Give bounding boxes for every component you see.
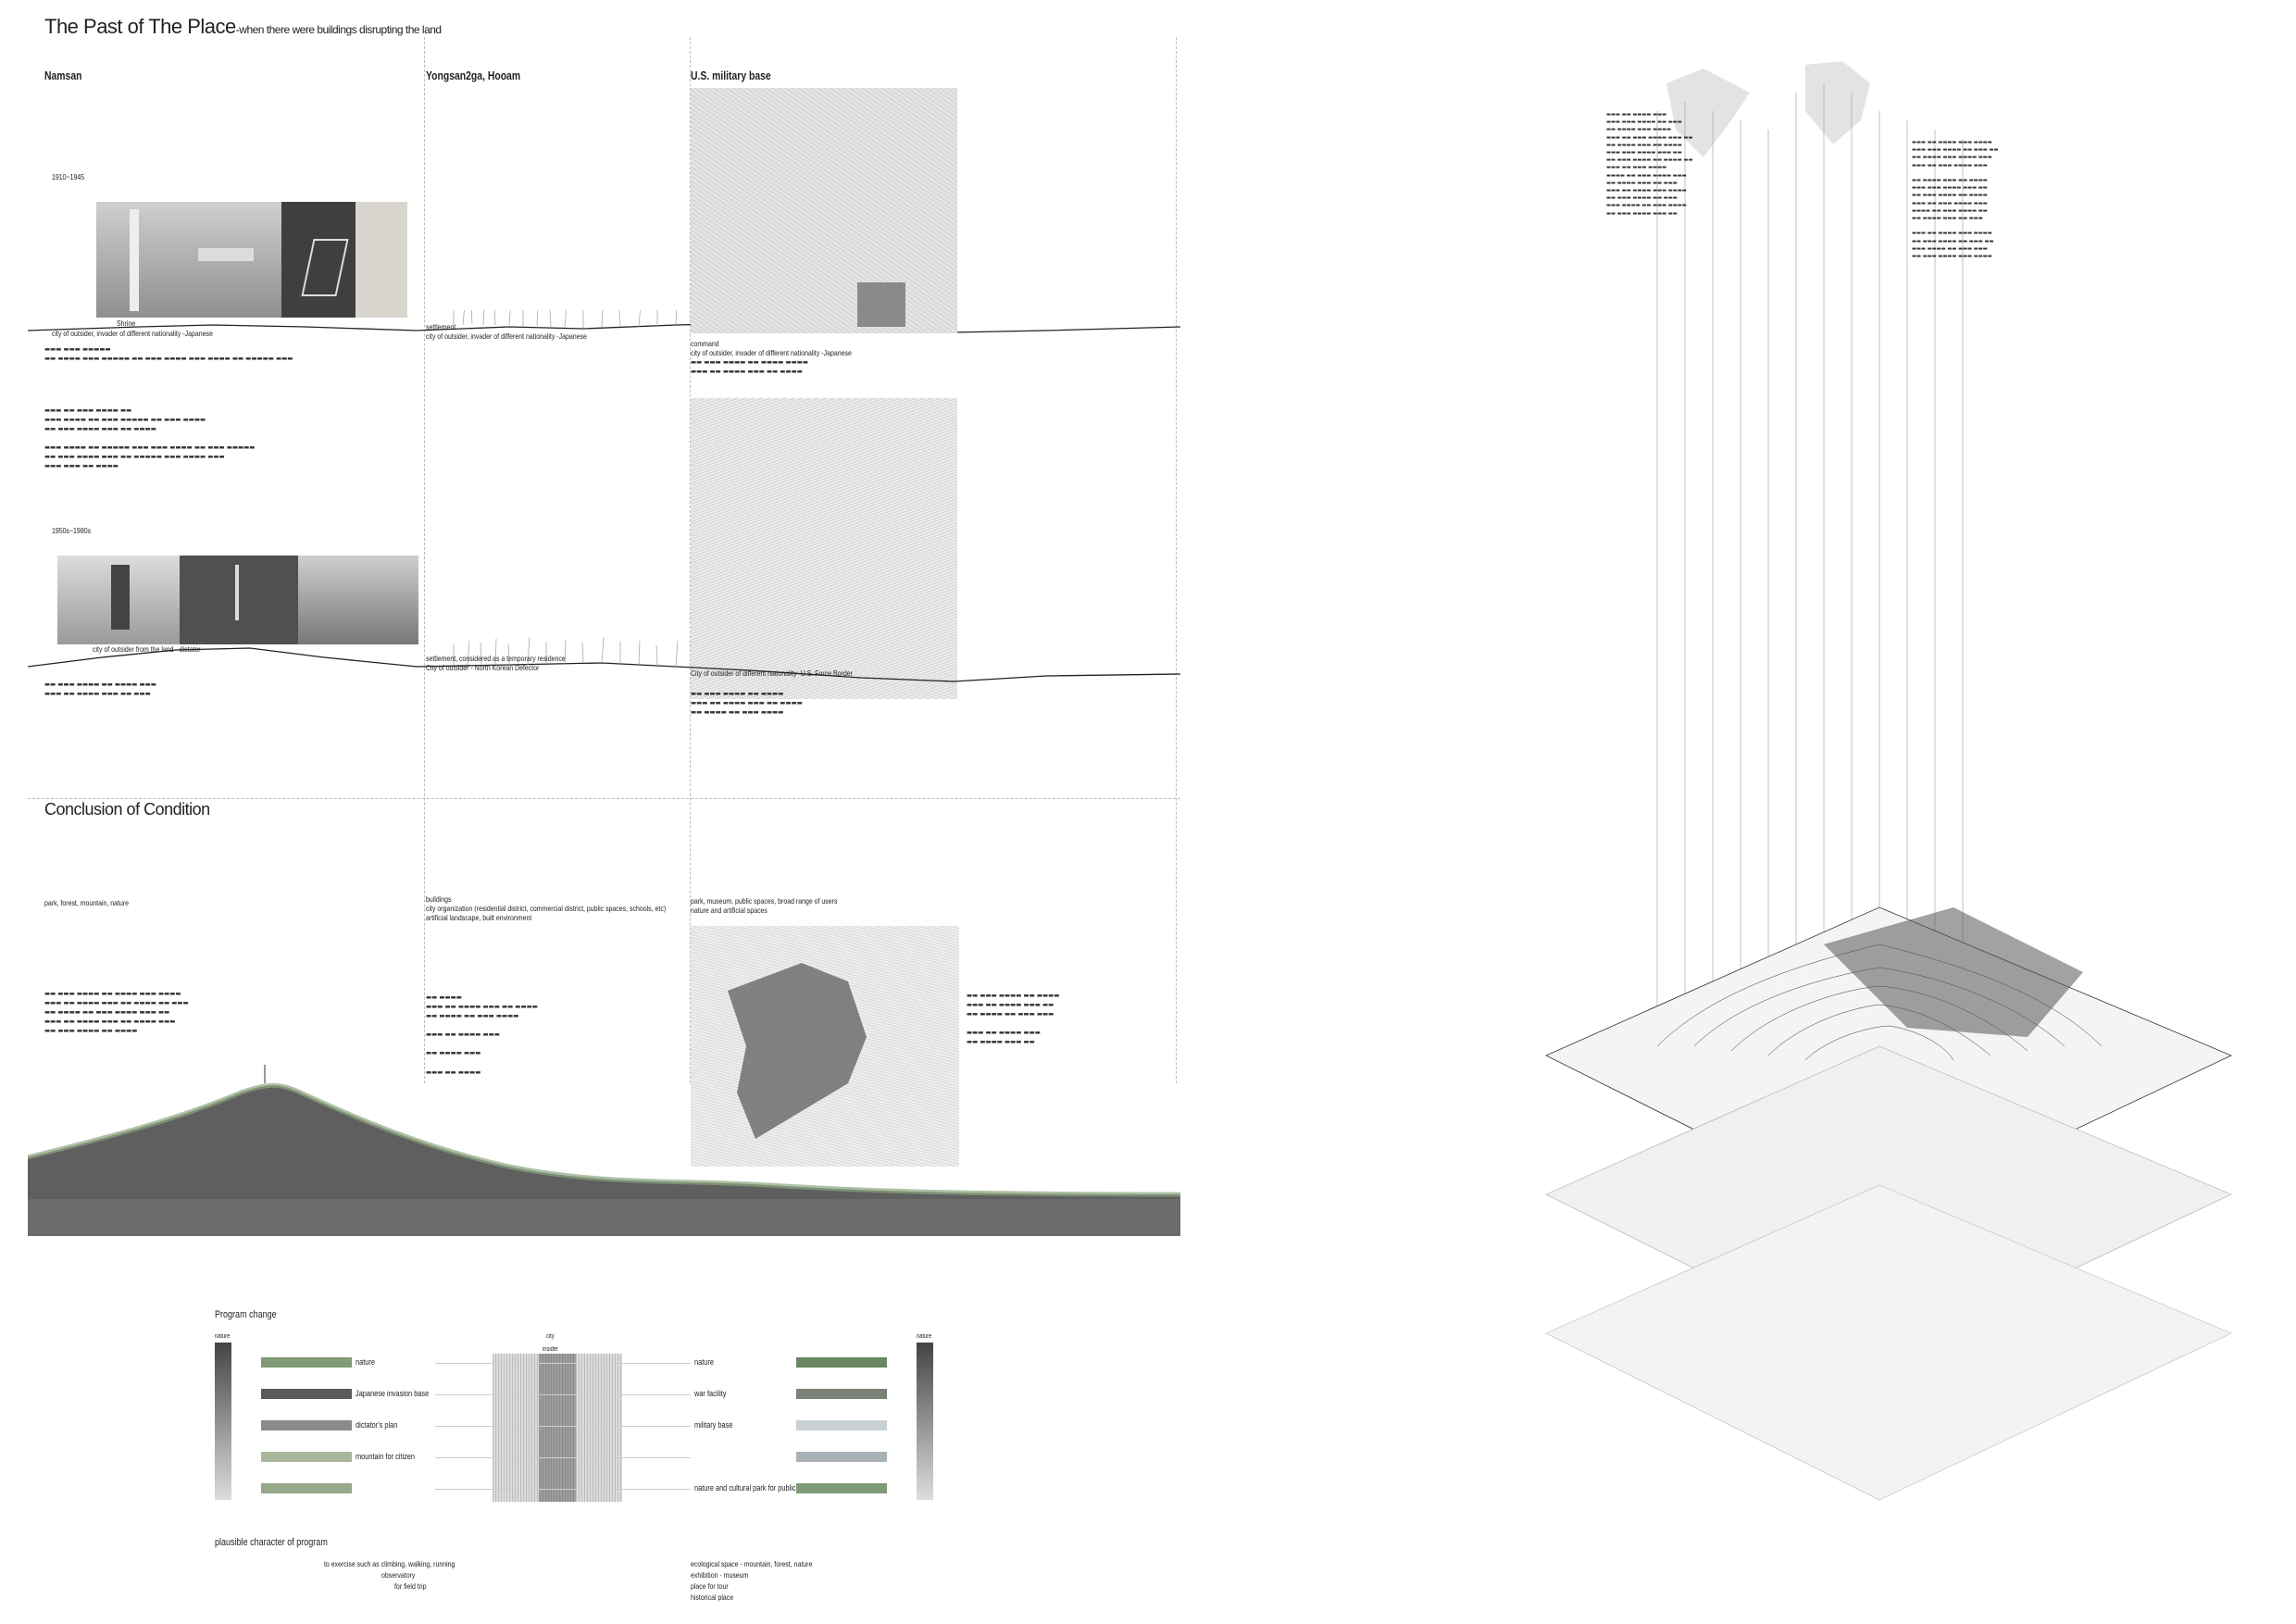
program-label-left: mountain for citizen [356, 1452, 415, 1461]
conclusion-col3-b: nature and artificial spaces [691, 906, 767, 915]
program-bar-left [261, 1389, 352, 1399]
plausible-right-0: ecological space - mountain, forest, nature [691, 1559, 813, 1568]
text-block: ▬▬▬ ▬▬ ▬▬▬ ▬▬▬▬ ▬▬ ▬▬▬ ▬▬▬▬ ▬▬ ▬▬▬ ▬▬▬▬▬ ▬▬ ▬▬▬ ▬▬▬▬ ▬▬ ▬▬▬ ▬▬▬▬ ▬▬▬ ▬▬ ▬▬▬▬ ▬▬▬ ▬▬▬▬ ▬▬ ▬▬▬▬▬ ▬▬▬ ▬▬▬ ▬▬▬▬ ▬▬ ▬▬▬ ▬▬▬▬▬ ▬▬ ▬▬▬ ▬▬▬▬ ▬▬▬ ▬▬ ▬▬▬▬▬ ▬▬▬ ▬▬▬▬ ▬▬▬ ▬▬▬ ▬▬▬ ▬▬ ▬▬▬▬ [44, 406, 256, 470]
program-label-left: Japanese invasion base [356, 1389, 430, 1398]
program-bar-left [261, 1452, 352, 1462]
program-connector [435, 1457, 691, 1458]
program-connector [435, 1394, 691, 1395]
conclusion-title: Conclusion of Condition [44, 800, 210, 818]
caption-yongsan-p1-a: settlement [426, 322, 456, 331]
caption-yongsan-p1-b: city of outsider, invader of different nationality -Japanese [426, 331, 587, 341]
program-bar-right [796, 1389, 887, 1399]
nature-gradient-left [215, 1343, 231, 1500]
plausible-title: plausible character of program [215, 1537, 328, 1548]
program-label-right: nature [694, 1357, 714, 1367]
text-block: ▬▬ ▬▬▬ ▬▬▬▬ ▬▬ ▬▬▬▬ ▬▬▬▬ ▬▬▬ ▬▬ ▬▬▬▬ ▬▬▬ ▬▬ ▬▬▬▬ [691, 358, 809, 376]
caption-namsan-p2: city of outsider from the land - dictator [93, 644, 201, 654]
column-divider [424, 37, 425, 1083]
program-bar-left [261, 1483, 352, 1493]
text-block: ▬▬ ▬▬▬ ▬▬▬▬ ▬▬ ▬▬▬▬ ▬▬▬ ▬▬▬ ▬▬ ▬▬▬▬ ▬▬▬ ▬▬ ▬▬▬ [44, 681, 156, 698]
period-label: 1950s~1980s [52, 526, 92, 535]
conclusion-col2-c: artificial landscape, built environment [426, 913, 532, 922]
program-bar-right [796, 1483, 887, 1493]
column-head-military: U.S. military base [691, 69, 771, 82]
program-label-left: dictator's plan [356, 1420, 398, 1430]
program-label-right: military base [694, 1420, 733, 1430]
text-block: ▬▬ ▬▬▬ ▬▬▬▬ ▬▬ ▬▬▬▬ ▬▬▬ ▬▬ ▬▬▬▬ ▬▬▬ ▬▬ ▬▬▬▬ ▬▬ ▬▬▬▬ ▬▬ ▬▬▬ ▬▬▬▬ [691, 690, 803, 717]
program-bar-right [796, 1420, 887, 1430]
program-connector [435, 1426, 691, 1427]
caption-military-p1-b: city of outsider, invader of different nationality -Japanese [691, 348, 852, 357]
nature-gradient-right [917, 1343, 933, 1500]
conclusion-col2-b: city organization (residential district, commercial district, public spaces, schools, etc) [426, 904, 667, 913]
period-label: 1910~1945 [52, 172, 85, 181]
photo-shrine [96, 202, 281, 318]
city-label: city [546, 1333, 555, 1340]
plausible-right-1: exhibition · museum [691, 1570, 749, 1580]
program-label-right: nature and cultural park for public [694, 1483, 796, 1493]
program-label-left: nature [356, 1357, 375, 1367]
chronology-column-left: ▬▬▬ ▬▬ ▬▬▬▬ ▬▬▬ ▬▬▬ ▬▬▬ ▬▬▬▬ ▬▬ ▬▬▬ ▬▬ ▬▬▬▬ ▬▬▬ ▬▬▬▬ ▬▬▬ ▬▬ ▬▬▬ ▬▬▬▬ ▬▬▬ ▬▬ ▬▬ ▬▬▬▬ ▬▬▬ ▬▬ ▬▬▬▬ ▬▬▬ ▬▬▬ ▬▬▬▬ ▬▬▬ ▬▬ ▬▬ ▬▬▬ ▬▬▬▬ ▬▬ ▬▬▬▬ ▬▬ ▬▬▬ ▬▬ ▬▬▬ ▬▬▬▬ ▬▬▬▬ ▬▬ ▬▬▬ ▬▬▬▬ ▬▬▬ ▬▬ ▬▬▬▬ ▬▬▬ ▬▬ ▬▬▬ ▬▬▬ ▬▬ ▬▬▬▬ ▬▬▬ ▬▬▬▬ ▬▬ ▬▬▬ ▬▬▬▬ ▬▬ ▬▬▬ ▬▬▬ ▬▬▬▬ ▬▬ ▬▬▬ ▬▬▬▬ ▬▬ ▬▬▬ ▬▬▬▬ ▬▬▬ ▬▬ [1606, 112, 1693, 217]
program-bar-left [261, 1420, 352, 1430]
plausible-right-2: place for tour [691, 1581, 729, 1591]
column-head-namsan: Namsan [44, 69, 82, 82]
page-title: The Past of The Place-when there were buildings disrupting the land [44, 15, 442, 38]
caption-namsan-p1: city of outsider, invader of different nationality -Japanese [52, 329, 213, 338]
plausible-right-3: historical place [691, 1593, 734, 1602]
program-title: Program change [215, 1309, 277, 1320]
program-connector [435, 1363, 691, 1364]
axonometric-diagram [1472, 56, 2287, 1593]
axis-label-right: nature [917, 1333, 932, 1340]
caption-yongsan-p2-b: City of outsider - North Korean Defector [426, 663, 540, 672]
column-head-yongsan: Yongsan2ga, Hooam [426, 69, 521, 82]
chronology-column-right: ▬▬▬ ▬▬ ▬▬▬▬ ▬▬▬ ▬▬▬▬ ▬▬▬ ▬▬▬ ▬▬▬▬ ▬▬ ▬▬▬ ▬▬ ▬▬ ▬▬▬▬ ▬▬▬ ▬▬▬▬ ▬▬▬ ▬▬▬ ▬▬ ▬▬▬ ▬▬▬▬ ▬▬▬ ▬▬ ▬▬▬▬ ▬▬▬ ▬▬ ▬▬▬▬ ▬▬▬ ▬▬▬ ▬▬▬▬ ▬▬▬ ▬▬ ▬▬ ▬▬▬ ▬▬▬▬ ▬▬ ▬▬▬▬ ▬▬▬ ▬▬ ▬▬▬ ▬▬▬▬ ▬▬▬ ▬▬▬▬ ▬▬ ▬▬▬ ▬▬▬▬ ▬▬ ▬▬ ▬▬▬▬ ▬▬▬ ▬▬ ▬▬▬ ▬▬▬ ▬▬ ▬▬▬▬ ▬▬▬ ▬▬▬▬ ▬▬ ▬▬▬ ▬▬▬▬ ▬▬ ▬▬▬ ▬▬ ▬▬▬ ▬▬▬▬ ▬▬ ▬▬▬ ▬▬▬ ▬▬ ▬▬▬ ▬▬▬▬ ▬▬▬ ▬▬▬▬ [1912, 140, 1999, 260]
plausible-left-0: to exercise such as climbing, walking, running [324, 1559, 455, 1568]
text-block: ▬▬ ▬▬▬ ▬▬▬▬ ▬▬ ▬▬▬▬ ▬▬▬ ▬▬▬▬ ▬▬▬ ▬▬ ▬▬▬▬ ▬▬▬ ▬▬ ▬▬▬▬ ▬▬ ▬▬▬ ▬▬ ▬▬▬▬ ▬▬ ▬▬▬ ▬▬▬▬ ▬▬▬ ▬▬ ▬▬▬ ▬▬ ▬▬▬▬ ▬▬▬ ▬▬ ▬▬▬▬ ▬▬▬ ▬▬ ▬▬▬ ▬▬▬▬ ▬▬ ▬▬▬▬ [44, 990, 189, 1035]
conclusion-col1: park, forest, mountain, nature [44, 898, 130, 907]
photo-stairs [281, 202, 356, 318]
text-block: ▬▬▬ ▬▬▬ ▬▬▬▬▬ ▬▬ ▬▬▬▬ ▬▬▬ ▬▬▬▬▬ ▬▬ ▬▬▬ ▬▬▬▬ ▬▬▬ ▬▬▬▬ ▬▬ ▬▬▬▬▬ ▬▬▬ [44, 345, 293, 363]
program-bar-left [261, 1357, 352, 1368]
caption-yongsan-p2-a: settlement, considered as a temporary residence [426, 654, 566, 663]
program-bar-right [796, 1357, 887, 1368]
insider-label: insider [543, 1346, 558, 1353]
caption-military-p1-a: command [691, 339, 719, 348]
text-block: ▬▬ ▬▬▬ ▬▬▬▬ ▬▬ ▬▬▬▬ ▬▬▬ ▬▬ ▬▬▬▬ ▬▬▬ ▬▬ ▬▬ ▬▬▬▬ ▬▬ ▬▬▬ ▬▬▬ ▬▬▬ ▬▬ ▬▬▬▬ ▬▬▬ ▬▬ ▬▬▬▬ ▬▬▬ ▬▬ [967, 992, 1060, 1046]
conclusion-col3-a: park, museum, public spaces, broad range of users [691, 896, 838, 906]
photo-old-map [356, 202, 407, 318]
conclusion-col2-a: buildings [426, 894, 452, 904]
site-section [28, 1065, 1180, 1236]
axis-label-left: nature [215, 1333, 231, 1340]
program-label-right: war facility [694, 1389, 727, 1398]
page-subtitle: -when there were buildings disrupting the land [235, 23, 442, 36]
map-military-1930 [691, 88, 957, 333]
caption-shrine: Shrine [117, 319, 136, 328]
section-divider [28, 798, 1180, 799]
program-bar-right [796, 1452, 887, 1462]
program-connector [435, 1489, 691, 1490]
plausible-left-2: for field trip [394, 1581, 427, 1591]
text-block: ▬▬ ▬▬▬▬ ▬▬▬ ▬▬ ▬▬▬▬ ▬▬▬ ▬▬ ▬▬▬▬ ▬▬ ▬▬▬▬ ▬▬ ▬▬▬ ▬▬▬▬ ▬▬▬ ▬▬ ▬▬▬▬ ▬▬▬ ▬▬ ▬▬▬▬ ▬▬▬ ▬▬▬ ▬▬ ▬▬▬▬ [426, 993, 538, 1076]
caption-military-p2: City of outsider of different nationality -U.S. Force Border [691, 668, 853, 678]
column-divider [1176, 37, 1177, 1083]
city-density-band [493, 1354, 622, 1502]
plausible-left-1: observatory [381, 1570, 416, 1580]
